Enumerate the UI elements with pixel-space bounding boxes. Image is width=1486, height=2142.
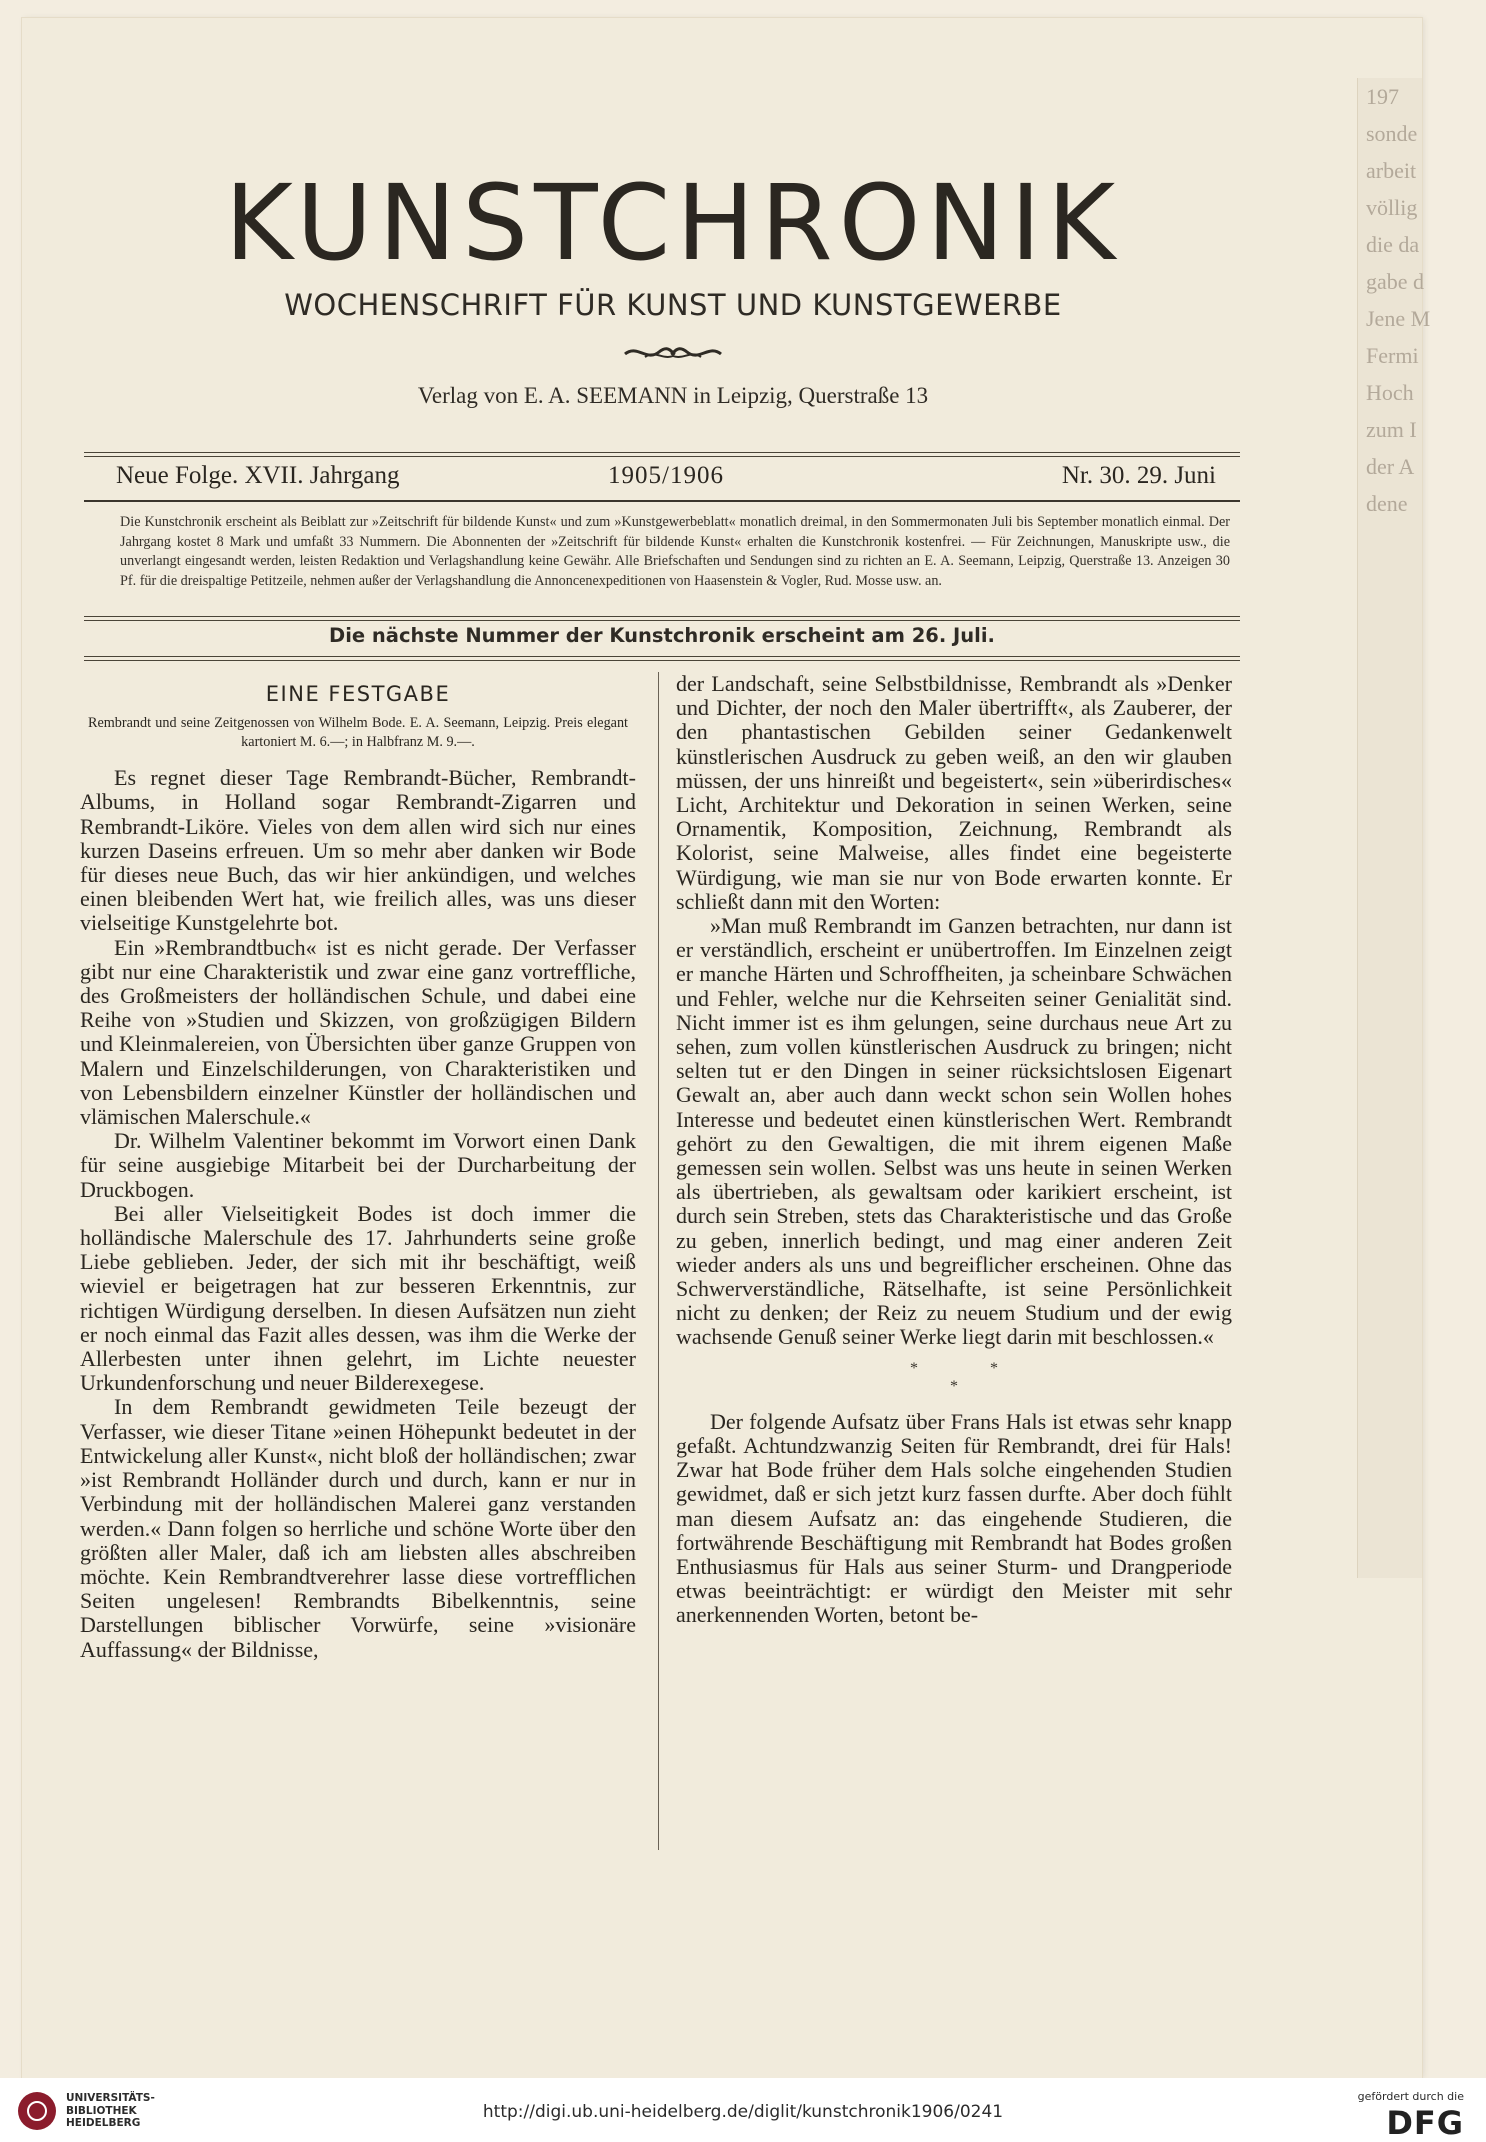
journal-title: KUNSTCHRONIK: [224, 162, 1122, 284]
bleed-line: Fermi: [1366, 343, 1419, 368]
separator-star: *: [950, 1377, 958, 1395]
journal-subtitle: WOCHENSCHRIFT FÜR KUNST UND KUNSTGEWERBE: [284, 288, 1062, 322]
masthead: [118, 162, 1228, 409]
next-issue-announcement: Die nächste Nummer der Kunstchronik erscheint am 26. Juli.: [329, 624, 995, 647]
bleed-line: der A: [1366, 454, 1415, 479]
article-column-left: [80, 672, 636, 1662]
bleed-line: völlig: [1366, 195, 1418, 220]
section-separator: [676, 1360, 1232, 1396]
article-heading: EINE FESTGABE: [265, 682, 451, 706]
bleed-line: die da: [1366, 232, 1420, 257]
rule: [84, 452, 1240, 457]
article-column-right: [676, 672, 1232, 1628]
rule: [84, 616, 1240, 621]
issue-series: Neue Folge. XVII. Jahrgang: [116, 462, 400, 489]
bleed-line: 197: [1366, 84, 1399, 109]
issue-number-date: Nr. 30. 29. Juni: [1061, 462, 1216, 489]
bleed-line: sonde: [1366, 121, 1418, 146]
separator-star: *: [910, 1359, 918, 1377]
paragraph: der Landschaft, seine Selbstbildnisse, Rembrandt als »Denker und Dichter, der noch den Maler übertrifft«, als Zauberer, der den phantastischen Gebilden seiner Gedankenwelt künstlerischen Ausdruck zu geben weiß, an den wir glauben müssen, der uns hinreißt und begeistert«, sein »überirdisches« Licht, Architektur und Dekoration in seinen Werken, seine Ornamentik, Komposition, Zeichnung, Rembrandt als Kolorist, seine Malweise, alles findet eine begeisterte Würdigung, wie man sie nur von Bode erwarten konnte. Er schließt dann mit den Worten:: [676, 671, 1232, 914]
rule: [84, 656, 1240, 661]
paragraph: »Man muß Rembrandt im Ganzen betrachten, nur dann ist er verständlich, erscheint er unübertroffen. Im Einzelnen zeigt er manche Härten und Schroffheiten, ja scheinbare Schwächen und Fehler, welche nur die Kehrseiten seiner Genialität sind. Nicht immer ist es ihm gelungen, seine durchaus neue Art zu sehen, zum vollen künstlerischen Ausdruck zu bringen; nicht selten tut er den Dingen in seiner rücksichtslosen Eigenart Gewalt an, aber auch dann weckt schon sein Wollen hohes Interesse und bedeutet einen künstlerischen Wert. Rembrandt gehört zu den Gewaltigen, die mit ihrem eigenen Maße gemessen sein wollen. Selbst was uns heute in seinen Werken als übertrieben, als gewaltsam oder karikiert erscheint, ist durch sein Streben, stets das Charakteristische und das Große zu geben, innerlich bedingt, und mag einer anderen Zeit wieder anders als uns und begreiflicher erscheinen. Ohne das Schwerverständliche, Rätselhafte, ist seine Persönlichkeit nicht zu denken; der Reiz zu neuem Studium und der ewig wachsende Genuß seiner Werke liegt darin mit beschlossen.«: [676, 913, 1232, 1350]
bleed-line: Hoch: [1366, 380, 1414, 405]
ornament-icon: [623, 342, 723, 364]
bibliography-note: Rembrandt und seine Zeitgenossen von Wilhelm Bode. E. A. Seemann, Leipzig. Preis elegant kartoniert M. 6.—; in Halbfranz M. 9.—.: [88, 715, 628, 751]
bleed-line: zum I: [1366, 417, 1417, 442]
paragraph: In dem Rembrandt gewidmeten Teile bezeugt der Verfasser, wie dieser Titane »einen Höhepunkt bedeutet in der Entwickelung aller Kunst«, nicht bloß der holländischen; zwar »ist Rembrandt Holländer durch und durch, kann er nur in Verbindung mit der holländischen Malerei ganz verstanden werden.« Dann folgen so herrliche und schöne Worte über den größten aller Maler, daß ich am liebsten alles abschreiben möchte. Kein Rembrandtverehrer lasse diese vortrefflichen Seiten ungelesen! Rembrandts Bibelkenntnis, seine Darstellungen biblischer Vorwürfe, seine »visionäre Auffassung« der Bildnisse,: [80, 1394, 636, 1662]
dfg-logo: DFG: [1386, 2104, 1464, 2142]
bleed-line: Jene M: [1366, 306, 1431, 331]
paragraph: Es regnet dieser Tage Rembrandt-Bücher, Rembrandt-Albums, in Holland sogar Rembrandt-Zigarren und Rembrandt-Liköre. Vieles von dem allen wird sich nur eines kurzen Daseins erfreuen. Um so mehr aber danken wir Bode für dieses neue Buch, das wir hier ankündigen, und welches einen bleibenden Wert hat, wie freilich alles, was uns dieser vielseitige Kunstgelehrte bot.: [80, 765, 636, 936]
viewer-footer: [0, 2078, 1486, 2142]
paragraph: Dr. Wilhelm Valentiner bekommt im Vorwort einen Dank für seine ausgiebige Mitarbeit bei der Durcharbeitung der Druckbogen.: [80, 1128, 636, 1202]
paragraph: Bei aller Vielseitigkeit Bodes ist doch immer die holländische Malerschule des 17. Jahrhunderts seine große Liebe geblieben. Jeder, der sich mit ihr beschäftigt, weiß wieviel er beigetragen hat zur besseren Erkenntnis, zur richtigen Würdigung derselben. In diesen Aufsätzen nun zieht er noch einmal das Fazit alles dessen, was ihm die Werke der Allerbesten unter ihnen gelehrt, im Lichte neuester Urkundenforschung und neuer Bilderexegese.: [80, 1200, 636, 1396]
publisher-line: Verlag von E. A. SEEMANN in Leipzig, Querstraße 13: [417, 383, 929, 408]
facing-page-edge: [1357, 78, 1431, 1578]
issue-years: 1905/1906: [608, 462, 724, 489]
issue-line: [116, 462, 1216, 494]
funder-label: gefördert durch die: [1357, 2090, 1464, 2103]
bleed-line: arbeit: [1366, 158, 1417, 183]
university-library-name: UNIVERSITÄTS- BIBLIOTHEK HEIDELBERG: [66, 2092, 155, 2129]
rule: [84, 500, 1240, 502]
column-divider: [658, 672, 659, 1850]
separator-star: *: [990, 1359, 998, 1377]
permalink[interactable]: http://digi.ub.uni-heidelberg.de/diglit/kunstchronik1906/0241: [482, 2102, 1004, 2122]
bleed-line: gabe d: [1366, 269, 1425, 294]
bleed-line: dene: [1366, 491, 1408, 516]
paragraph: Der folgende Aufsatz über Frans Hals ist etwas sehr knapp gefaßt. Achtundzwanzig Seiten für Rembrandt, drei für Hals! Zwar hat Bode früher dem Hals solche eingehenden Studien gewidmet, daß er sich jetzt kurz fassen durfte. Aber doch fühlt man diesem Aufsatz an: das eingehende Studieren, die fortwährende Beschäftigung mit Rembrandt hat Bodes großen Enthusiasmus für Hals aus seiner Sturm- und Drangperiode etwas beeinträchtigt: er würdigt den Meister mit sehr anerkennenden Worten, betont be-: [676, 1408, 1232, 1628]
subscription-notice: Die Kunstchronik erscheint als Beiblatt zur »Zeitschrift für bildende Kunst« und zum »Kunstgewerbeblatt« monatlich dreimal, in den Sommermonaten Juli bis September monatlich einmal. Der Jahrgang kostet 8 Mark und umfaßt 33 Nummern. Die Abonnenten der »Zeitschrift für bildende Kunst« erhalten die Kunstchronik kostenfrei. — Für Zeichnungen, Manuskripte usw., die unverlangt eingesandt werden, leisten Redaktion und Verlagshandlung keine Gewähr. Alle Briefschaften und Sendungen sind zu richten an E. A. Seemann, Leipzig, Querstraße 13. Anzeigen 30 Pf. für die dreispaltige Petitzeile, nehmen außer der Verlagshandlung die Annoncenexpeditionen von Haasenstein & Vogler, Rud. Mosse usw. an.: [120, 514, 1230, 589]
paragraph: Ein »Rembrandtbuch« ist es nicht gerade. Der Verfasser gibt nur eine Charakteristik und zwar eine ganz vortreffliche, des Großmeisters der holländischen Schule, und dabei eine Reihe von »Studien und Skizzen, von großzügigen Bildern und Kleinmalereien, von Übersichten über ganze Gruppen von Malern und Einzelschilderungen, von Charakteristiken und von Lebensbildern einzelner Künstler der holländischen und vlämischen Malerschule.«: [80, 934, 636, 1130]
